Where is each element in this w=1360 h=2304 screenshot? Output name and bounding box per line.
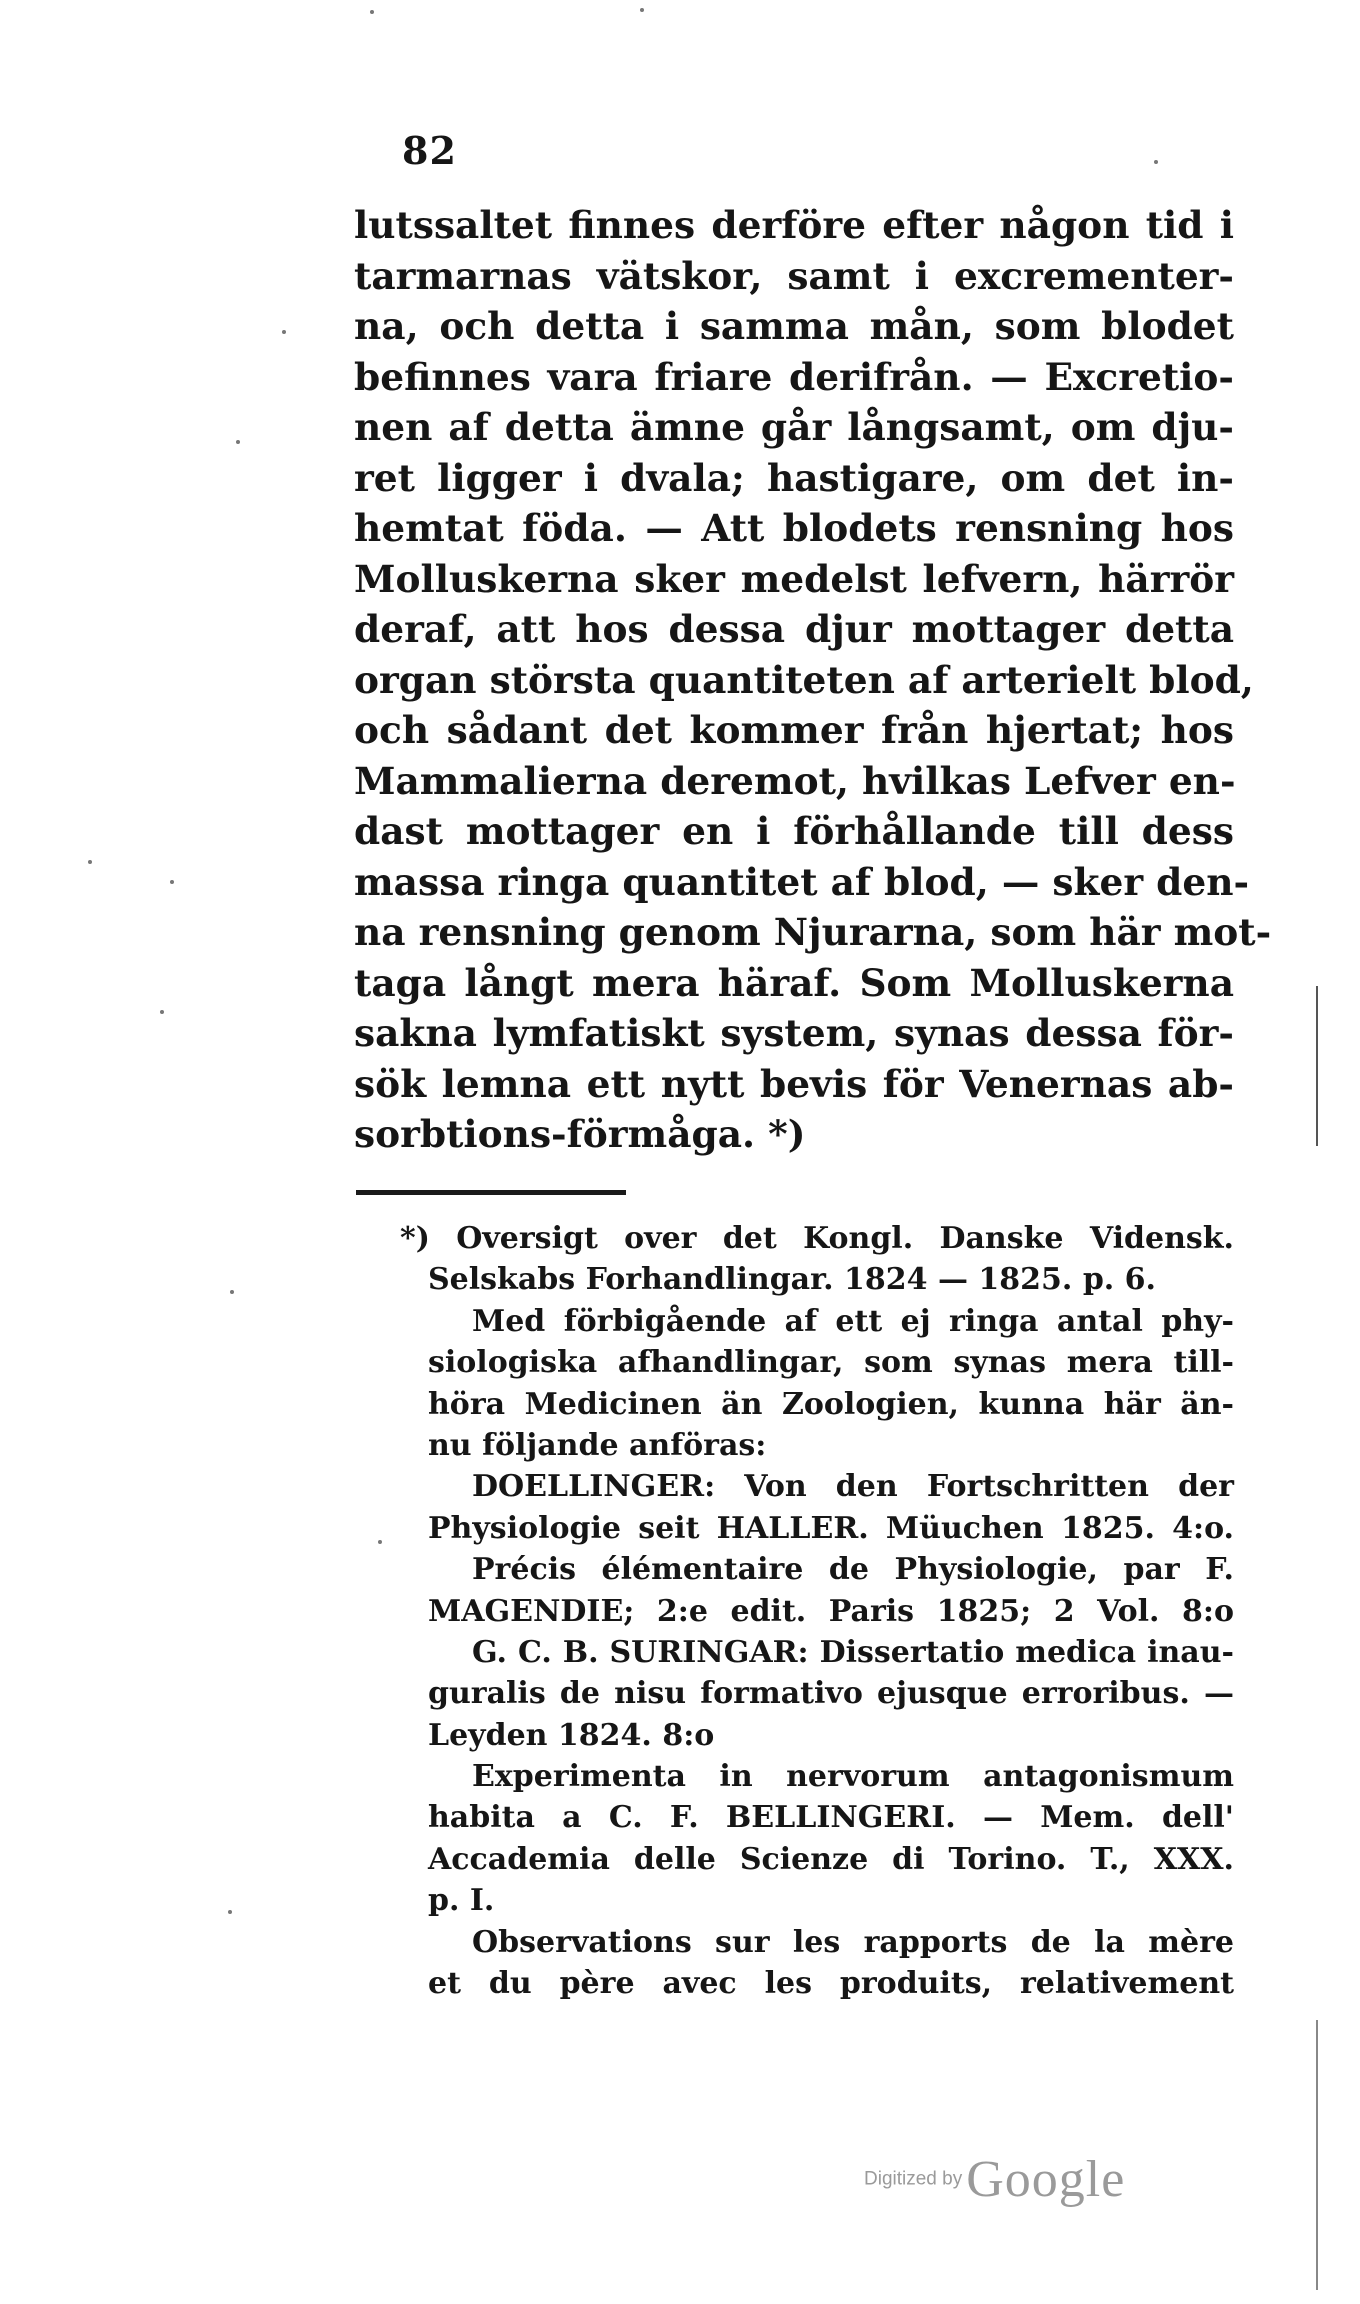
body-line: lutssaltet finnes derföre efter någon tid i bbox=[354, 203, 1234, 247]
scan-speck bbox=[236, 440, 240, 444]
scan-speck bbox=[160, 1010, 164, 1014]
page-edge-mark bbox=[1316, 2020, 1318, 2290]
body-text bbox=[354, 200, 1272, 1160]
footnote-line: Experimenta in nervorum antagonismum bbox=[472, 1759, 1234, 1795]
footnote-line: MAGENDIE; 2:e edit. Paris 1825; 2 Vol. 8:o bbox=[428, 1593, 1234, 1629]
body-line: deraf, att hos dessa djur mottager detta bbox=[354, 607, 1234, 651]
scan-speck bbox=[230, 1290, 234, 1294]
body-line: organ största quantiteten af arterielt blod, bbox=[354, 657, 1254, 702]
footnote-line: Med förbigående af ett ej ringa antal phy- bbox=[472, 1303, 1234, 1339]
footnotes bbox=[400, 1218, 1234, 2004]
body-line: befinnes vara friare derifrån. — Excretio- bbox=[354, 354, 1234, 399]
footnote-line: Leyden 1824. 8:o bbox=[428, 1717, 715, 1753]
scan-speck bbox=[170, 880, 174, 884]
scan-speck bbox=[378, 1540, 382, 1544]
scan-speck bbox=[370, 10, 374, 14]
footnote-line: Physiologie seit HALLER. Müuchen 1825. 4:o. bbox=[428, 1510, 1234, 1546]
scan-speck bbox=[1154, 160, 1158, 164]
body-line: Molluskerna sker medelst lefvern, härrör bbox=[354, 556, 1234, 601]
footnote-line: guralis de nisu formativo ejusque erroribus. — bbox=[428, 1676, 1234, 1712]
page-edge-mark bbox=[1316, 986, 1318, 1146]
scan-speck bbox=[640, 8, 644, 12]
footnote-line: Selskabs Forhandlingar. 1824 — 1825. p. 6. bbox=[428, 1262, 1156, 1298]
body-line: Mammalierna deremot, hvilkas Lefver en- bbox=[354, 758, 1236, 803]
body-line: ret ligger i dvala; hastigare, om det in- bbox=[354, 455, 1234, 500]
footnote-line: siologiska afhandlingar, som synas mera till- bbox=[428, 1345, 1234, 1381]
body-line: tarmarnas vätskor, samt i excrementer- bbox=[354, 253, 1234, 298]
footnote-line: nu följande anföras: bbox=[428, 1427, 767, 1463]
footnote-line: Accademia delle Scienze di Torino. T., XXX. bbox=[428, 1841, 1234, 1877]
watermark-brand: Google bbox=[966, 2151, 1126, 2208]
scan-speck bbox=[282, 330, 286, 334]
body-line: na, och detta i samma mån, som blodet bbox=[354, 304, 1234, 348]
google-watermark bbox=[864, 2150, 1125, 2209]
body-line: sorbtions-förmåga. *) bbox=[354, 1112, 806, 1156]
scan-speck bbox=[88, 860, 92, 864]
footnote-line: p. I. bbox=[428, 1883, 495, 1919]
scan-speck bbox=[228, 1910, 232, 1914]
footnote-line: habita a C. F. BELLINGERI. — Mem. dell' bbox=[428, 1800, 1234, 1836]
body-line: nen af detta ämne går långsamt, om dju- bbox=[354, 405, 1234, 449]
body-line: dast mottager en i förhållande till dess bbox=[354, 809, 1234, 853]
body-line: taga långt mera häraf. Som Molluskerna bbox=[354, 960, 1234, 1005]
footnote-line: Observations sur les rapports de la mère bbox=[472, 1924, 1234, 1960]
body-line: och sådant det kommer från hjertat; hos bbox=[354, 708, 1234, 752]
footnote-line: höra Medicinen än Zoologien, kunna här än- bbox=[428, 1386, 1234, 1422]
body-line: sakna lymfatiskt system, synas dessa för- bbox=[354, 1011, 1234, 1055]
watermark-prefix: Digitized by bbox=[864, 2168, 963, 2190]
footnote-separator-rule bbox=[356, 1190, 626, 1195]
body-line: massa ringa quantitet af blod, — sker den- bbox=[354, 859, 1250, 904]
footnote-line: et du père avec les produits, relativement bbox=[428, 1966, 1234, 2002]
footnote-line: Précis élémentaire de Physiologie, par F. bbox=[472, 1552, 1234, 1588]
body-line: na rensning genom Njurarna, som här mot- bbox=[354, 910, 1272, 954]
footnote-line: G. C. B. SURINGAR: Dissertatio medica inau- bbox=[472, 1634, 1234, 1670]
footnote-line: DOELLINGER: Von den Fortschritten der bbox=[472, 1469, 1234, 1505]
body-line: sök lemna ett nytt bevis för Venernas ab- bbox=[354, 1061, 1234, 1106]
body-line: hemtat föda. — Att blodets rensning hos bbox=[354, 506, 1234, 550]
page-number: 82 bbox=[402, 128, 457, 173]
footnote-line: *) Oversigt over det Kongl. Danske Vidensk. bbox=[400, 1221, 1234, 1256]
